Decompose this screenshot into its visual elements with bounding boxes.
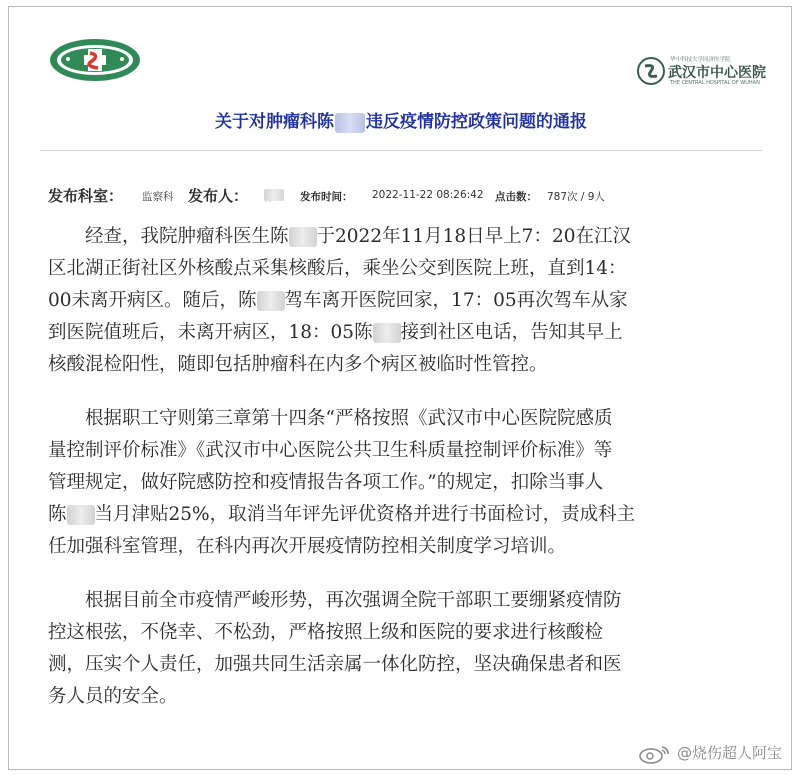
title-part-1: 关于对肿瘤科陈 xyxy=(215,112,334,132)
redacted-name xyxy=(289,227,317,247)
weibo-icon xyxy=(638,744,672,764)
clicks-label: 点击数： xyxy=(495,191,537,203)
hospital-logo-icon xyxy=(636,56,666,86)
title-part-2: 违反疫情防控政策问题的通报 xyxy=(366,112,587,132)
divider xyxy=(40,150,762,151)
paragraph-3-line-2: 控这根弦，不侥幸、不松劲，严格按照上级和医院的要求进行核酸检 xyxy=(48,622,604,643)
redacted-name xyxy=(373,323,401,343)
paragraph-1-line-5: 核酸混检阳性，随即包括肿瘤科在内多个病区被临时性管控。 xyxy=(48,354,548,375)
paragraph-1-line-2: 区北湖正街社区外核酸点采集核酸后，乘坐公交到医院上班，直到14： xyxy=(48,258,627,279)
org-subtitle: 华中科技大学同济医学院 xyxy=(670,57,731,63)
paragraph-3-line-4: 务人员的安全。 xyxy=(48,686,178,707)
dept-label: 发布科室： xyxy=(48,187,124,205)
paragraph-2-line-2: 量控制评价标准》《武汉市中心医院公共卫生科质量控制评价标准》等 xyxy=(48,440,613,461)
hospital-emblem-icon xyxy=(48,37,142,83)
paragraph-2-line-1: 根据职工守则第三章第十四条“严格按照《武汉市中心医院院感质 xyxy=(85,408,613,429)
paragraph-1-line-4: 到医院值班后，未离开病区，18：05陈 接到社区电话，告知其早上 xyxy=(48,322,623,343)
redacted-publisher xyxy=(264,189,284,201)
org-english-name: THE CENTRAL HOSPITAL OF WUHAN xyxy=(670,80,760,86)
paragraph-2-line-5: 任加强科室管理，在科内再次开展疫情防控相关制度学习培训。 xyxy=(48,536,567,557)
org-name: 武汉市中心医院 xyxy=(668,65,766,81)
paragraph-1-line-1: 经查，我院肿瘤科医生陈 于2022年11月18日早上7：20在江汉 xyxy=(85,226,631,247)
notice-title xyxy=(0,107,802,133)
redacted-name xyxy=(257,291,285,311)
publisher-label: 发布人： xyxy=(188,187,249,205)
time-label: 发布时间： xyxy=(300,191,353,203)
time-value: 2022-11-22 08:26:42 xyxy=(372,189,484,201)
paragraph-1-line-3: 00未离开病区。随后，陈 驾车离开医院回家，17：05再次驾车从家 xyxy=(48,290,628,311)
paragraph-3-line-3: 测，压实个人责任，加强共同生活亲属一体化防控，坚决确保患者和医 xyxy=(48,654,622,675)
paragraph-2-line-3: 管理规定，做好院感防控和疫情报告各项工作。”的规定，扣除当事人 xyxy=(48,472,604,493)
dept-value: 监察科 xyxy=(142,191,174,203)
paragraph-2-line-4: 陈 当月津贴25%，取消当年评先评优资格并进行书面检讨，责成科主 xyxy=(48,504,636,525)
weibo-watermark xyxy=(638,742,782,764)
clicks-value: 787次 / 9人 xyxy=(547,191,605,203)
watermark-text: @烧伤超人阿宝 xyxy=(676,744,782,762)
redacted-name xyxy=(67,505,95,525)
paragraph-3-line-1: 根据目前全市疫情严峻形势，再次强调全院干部职工要绷紧疫情防 xyxy=(85,590,622,611)
redacted-name xyxy=(335,113,365,133)
